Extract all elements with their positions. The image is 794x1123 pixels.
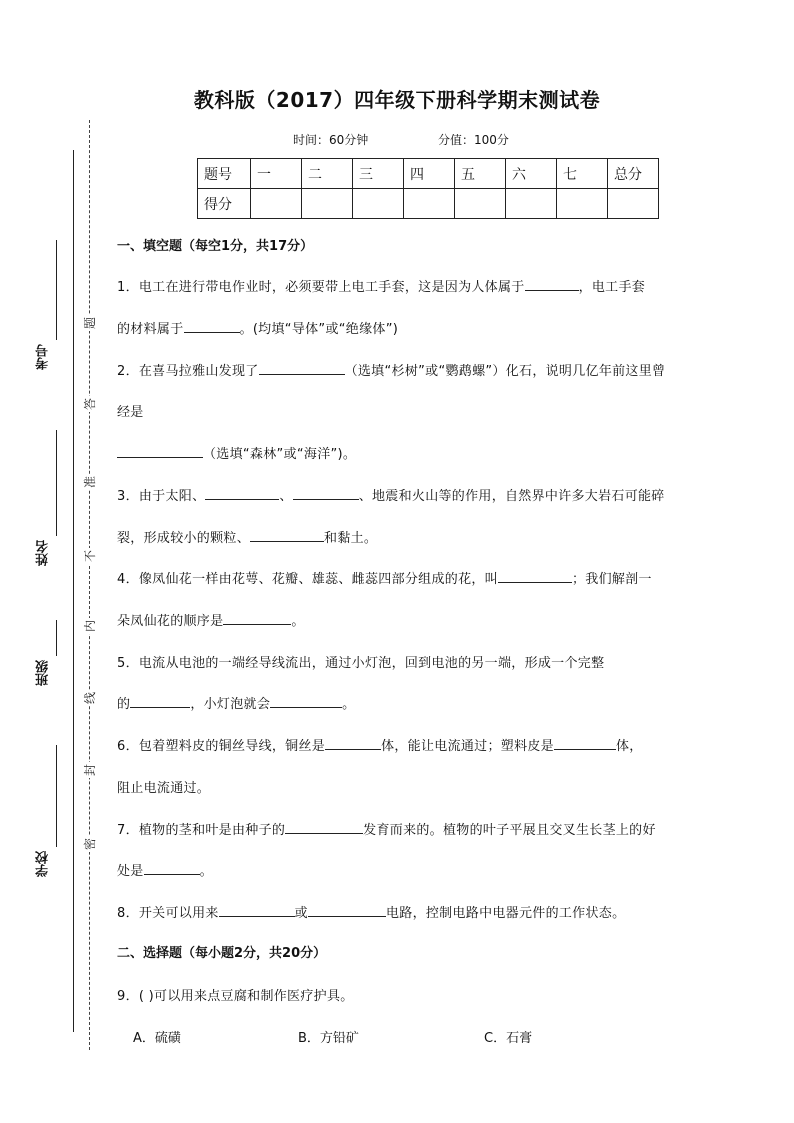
answer-blank[interactable] — [205, 486, 279, 500]
question-2-line-3: （选填“森林”或“海洋”)。 — [117, 443, 356, 462]
score-header-cell: 六 — [506, 159, 557, 189]
question-2-line-1: 2．在喜马拉雅山发现了 （选填“杉树”或“鹦鹉螺”）化石，说明几亿年前这里曾 — [117, 360, 665, 379]
score-header-cell: 三 — [353, 159, 404, 189]
field-exam-number — [34, 240, 58, 380]
option-b[interactable]: B．方铅矿 — [298, 1031, 359, 1046]
exam-score-total: 分值：100分 — [438, 133, 509, 147]
score-cell[interactable] — [251, 189, 302, 219]
answer-blank[interactable] — [285, 820, 363, 834]
question-9-stem: 9．( )可以用来点豆腐和制作医疗护具。 — [117, 989, 354, 1004]
seal-char: 线 — [83, 692, 97, 705]
field-line — [56, 620, 57, 656]
score-header-cell: 五 — [455, 159, 506, 189]
answer-blank[interactable] — [293, 486, 359, 500]
answer-blank[interactable] — [117, 444, 203, 458]
question-4-line-2: 朵凤仙花的顺序是 。 — [117, 610, 305, 629]
score-header-cell: 一 — [251, 159, 302, 189]
question-5-line-1: 5．电流从电池的一端经导线流出，通过小灯泡，回到电池的另一端，形成一个完整 — [117, 656, 605, 671]
question-6-line-1: 6．包着塑料皮的铜丝导线，铜丝是 体，能让电流通过；塑料皮是 体， — [117, 735, 643, 754]
answer-blank[interactable] — [259, 361, 345, 375]
answer-blank[interactable] — [144, 861, 200, 875]
question-8-line-1: 8．开关可以用来 或 电路，控制电路中电器元件的工作状态。 — [117, 902, 625, 921]
question-2-line-2: 经是 — [117, 405, 144, 420]
seal-char: 题 — [83, 317, 97, 330]
option-a[interactable]: A．硫磺 — [133, 1031, 181, 1046]
field-line — [56, 430, 57, 536]
score-row-label: 得分 — [198, 189, 251, 219]
score-header-cell: 四 — [404, 159, 455, 189]
field-label: 学校 — [36, 851, 51, 877]
page-title: 教科版（2017）四年级下册科学期末测试卷 — [193, 88, 601, 112]
answer-blank[interactable] — [219, 903, 295, 917]
question-6-line-2: 阻止电流通过。 — [117, 781, 211, 796]
field-school — [34, 745, 58, 885]
section-heading-fill-in: 一、填空题（每空1分，共17分） — [117, 239, 314, 254]
answer-blank[interactable] — [554, 736, 616, 750]
field-label: 姓名 — [36, 540, 51, 566]
field-line — [56, 240, 57, 340]
score-cell[interactable] — [557, 189, 608, 219]
seal-char: 密 — [83, 838, 97, 851]
answer-blank[interactable] — [130, 694, 190, 708]
question-5-line-2: 的 ，小灯泡就会 。 — [117, 693, 355, 712]
score-header-cell: 总分 — [608, 159, 659, 189]
question-1-line-2: 的材料属于 。(均填“导体”或“绝缘体”) — [117, 318, 398, 337]
seal-char: 不 — [83, 550, 97, 563]
binding-solid-line — [73, 150, 74, 1032]
question-7-line-1: 7．植物的茎和叶是由种子的 发育而来的。植物的叶子平展且交叉生长茎上的好 — [117, 819, 656, 838]
field-label: 班级 — [36, 660, 51, 686]
seal-char: 封 — [83, 764, 97, 777]
section-heading-choice: 二、选择题（每小题2分，共20分） — [117, 946, 327, 961]
field-name — [34, 430, 58, 570]
binding-dashed-line — [89, 120, 90, 1050]
score-cell[interactable] — [302, 189, 353, 219]
question-7-line-2: 处是 。 — [117, 860, 213, 879]
seal-char: 准 — [83, 476, 97, 489]
score-cell[interactable] — [353, 189, 404, 219]
score-table — [197, 158, 659, 219]
question-3-line-2: 裂，形成较小的颗粒、 和黏土。 — [117, 527, 377, 546]
answer-blank[interactable] — [223, 611, 291, 625]
exam-time: 时间：60分钟 — [293, 133, 369, 147]
question-3-line-1: 3．由于太阳、 、 、地震和火山等的作用，自然界中许多大岩石可能碎 — [117, 485, 665, 504]
score-cell[interactable] — [506, 189, 557, 219]
answer-blank[interactable] — [184, 319, 240, 333]
score-header-cell: 二 — [302, 159, 353, 189]
score-cell[interactable] — [404, 189, 455, 219]
score-header-cell: 题号 — [198, 159, 251, 189]
answer-blank[interactable] — [525, 277, 579, 291]
answer-blank[interactable] — [325, 736, 381, 750]
answer-blank[interactable] — [250, 528, 324, 542]
question-4-line-1: 4．像凤仙花一样由花萼、花瓣、雄蕊、雌蕊四部分组成的花，叫 ；我们解剖一 — [117, 568, 652, 587]
option-c[interactable]: C．石膏 — [484, 1031, 533, 1046]
field-line — [56, 745, 57, 847]
answer-blank[interactable] — [270, 694, 342, 708]
answer-blank[interactable] — [308, 903, 386, 917]
score-header-cell: 七 — [557, 159, 608, 189]
question-1-line-1: 1．电工在进行带电作业时，必须要带上电工手套，这是因为人体属于 ，电工手套 — [117, 276, 645, 295]
answer-blank[interactable] — [498, 569, 572, 583]
score-cell[interactable] — [608, 189, 659, 219]
score-cell[interactable] — [455, 189, 506, 219]
seal-char: 内 — [83, 620, 97, 633]
field-label: 考号 — [36, 344, 51, 370]
seal-char: 答 — [83, 398, 97, 411]
field-class — [34, 620, 58, 720]
score-value-row — [198, 189, 659, 219]
score-header-row — [198, 159, 659, 189]
